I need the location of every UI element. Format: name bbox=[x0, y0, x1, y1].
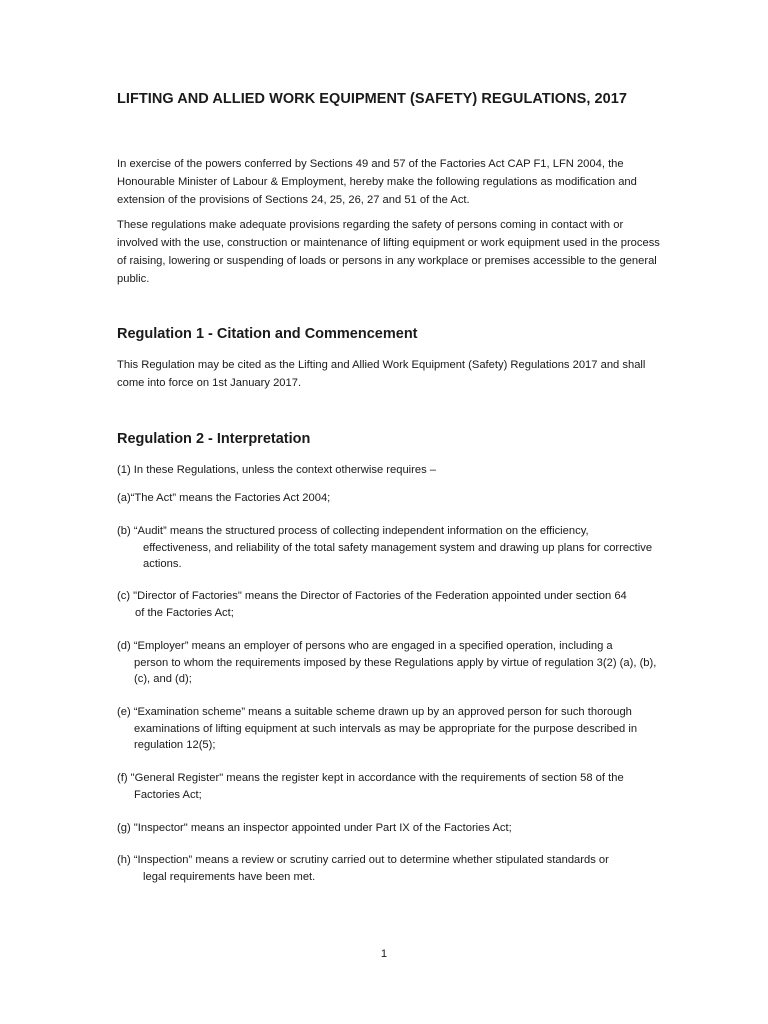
definition-b-first-line: (b) “Audit” means the structured process of collecting independent information on the efficiency, bbox=[117, 525, 589, 537]
regulation-2-lead: (1) In these Regulations, unless the context otherwise requires – bbox=[117, 464, 437, 476]
definition-a bbox=[117, 490, 665, 507]
definition-c-first-line: (c) "Director of Factories" means the Director of Factories of the Federation appointed under section 64 bbox=[117, 590, 627, 602]
definition-g bbox=[117, 820, 665, 837]
definition-g-text: (g) "Inspector" means an inspector appointed under Part IX of the Factories Act; bbox=[117, 822, 512, 834]
definition-h-continuation: legal requirements have been met. bbox=[143, 870, 316, 883]
definition-e-first-line: (e) “Examination scheme” means a suitable scheme drawn up by an approved person for such thorough bbox=[117, 706, 632, 718]
regulation-1-heading: Regulation 1 - Citation and Commencement bbox=[117, 326, 418, 342]
definition-c bbox=[117, 588, 665, 621]
document-title: LIFTING AND ALLIED WORK EQUIPMENT (SAFETY) REGULATIONS, 2017 bbox=[117, 91, 627, 107]
definition-c-continuation: of the Factories Act; bbox=[135, 606, 234, 619]
definition-e bbox=[117, 704, 665, 754]
definition-h-first-line: (h) “Inspection” means a review or scrutiny carried out to determine whether stipulated standards or bbox=[117, 854, 609, 866]
definition-b-continuation: effectiveness, and reliability of the total safety management system and drawing up plans for corrective actions. bbox=[143, 541, 653, 570]
intro-paragraph-2: These regulations make adequate provisions regarding the safety of persons coming in contact with or involved with the use, construction or maintenance of lifting equipment or work equipment used in the process of raising, lowering or suspending of loads or persons in any workplace or premises accessible to the general public. bbox=[117, 219, 660, 285]
definition-f bbox=[117, 770, 665, 803]
definition-f-continuation: Factories Act; bbox=[134, 788, 202, 801]
definition-e-continuation: examinations of lifting equipment at such intervals as may be appropriate for the purpose described in regulation 12(5); bbox=[134, 722, 638, 751]
definition-d-continuation: person to whom the requirements imposed by these Regulations apply by virtue of regulation 3(2) (a), (b), (c), and (d); bbox=[134, 656, 657, 685]
definition-h bbox=[117, 852, 665, 885]
regulation-1-text: This Regulation may be cited as the Lifting and Allied Work Equipment (Safety) Regulations 2017 and shall come into force on 1st January 2017. bbox=[117, 359, 646, 389]
definition-d-first-line: (d) “Employer” means an employer of persons who are engaged in a specified operation, including a bbox=[117, 640, 613, 652]
intro-paragraph-1: In exercise of the powers conferred by Sections 49 and 57 of the Factories Act CAP F1, LFN 2004, the Honourable Minister of Labour & Employment, hereby make the following regulations as modification and extension of the provisions of Sections 24, 25, 26, 27 and 51 of the Act. bbox=[117, 158, 637, 206]
regulation-2-heading: Regulation 2 - Interpretation bbox=[117, 431, 311, 447]
definition-a-text: (a)“The Act” means the Factories Act 2004; bbox=[117, 492, 331, 504]
definition-f-first-line: (f) "General Register" means the register kept in accordance with the requirements of section 58 of the bbox=[117, 772, 624, 784]
page-number: 1 bbox=[380, 948, 388, 960]
definition-d bbox=[117, 638, 665, 688]
definition-b bbox=[117, 523, 665, 573]
